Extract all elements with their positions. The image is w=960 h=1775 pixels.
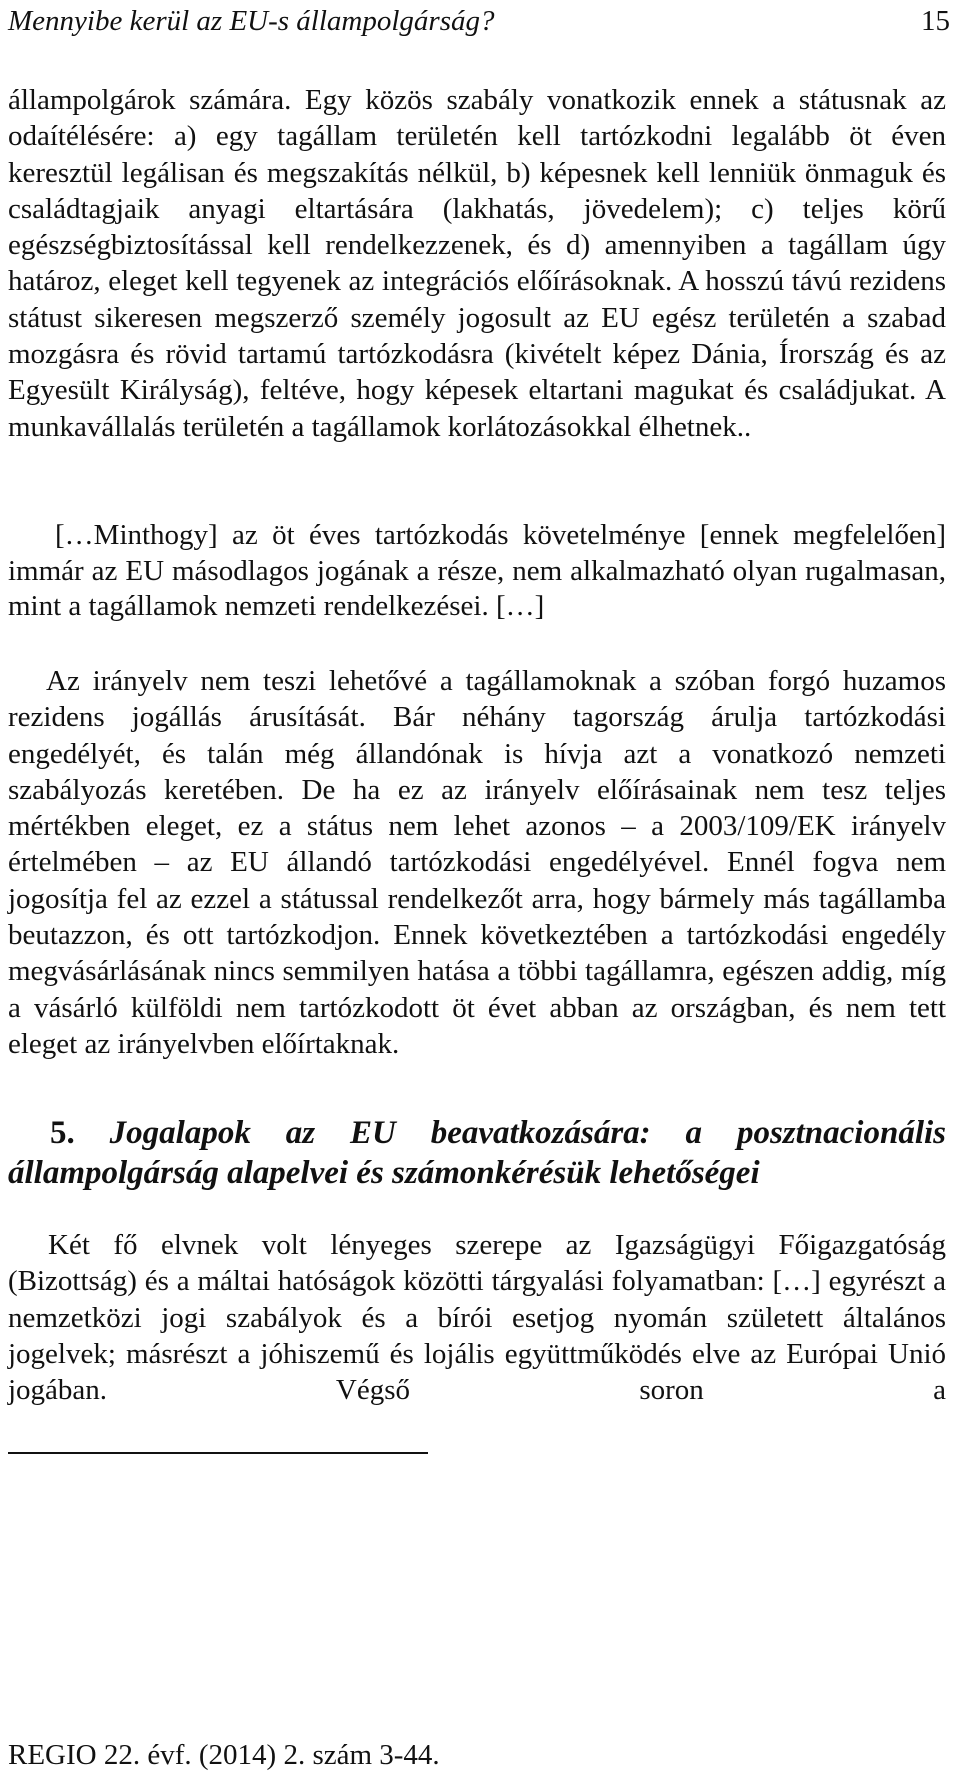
running-header-title: Mennyibe kerül az EU-s állampolgárság? — [8, 5, 495, 37]
section-number: 5. — [50, 1115, 75, 1151]
page-number: 15 — [921, 5, 950, 37]
paragraph-text: Az irányelv nem teszi lehetővé a tagállamoknak a szóban forgó huzamos rezidens jogállás árusítását. Bár néhány tagország árulja tartózkodási engedélyét, és talán még állandónak is hívja azt a vonatkozó nemzeti szabályozás keretében. De ha ez az irányelv előírásainak nem tesz teljes mértékben eleget, ez a státus nem lehet azonos – a 2003/109/EK irányelv értelmében – az EU állandó tartózkodási engedélyével. Ennél fogva nem jogosítja fel az ezzel a státussal rendelkezőt arra, hogy bármely más tagállamba beutazzon, és ott tartózkodjon. Ennek következtében a tartózkodási engedély megvásárlásának nincs semmilyen hatása a többi tagállamra, egészen addig, míg a vásárló külföldi nem tartózkodott öt évet abban az országban, és nem tett eleget az irányelvben előírtaknak. — [8, 665, 946, 1060]
body-paragraph-2 — [8, 663, 946, 1062]
body-paragraph-1 — [8, 82, 946, 445]
block-quote — [8, 518, 946, 625]
paragraph-text: állampolgárok számára. Egy közös szabály vonatkozik ennek a státusnak az odaítélésére: a) egy tagállam területén kell tartózkodni legalább öt éven keresztül legálisan és megszakítás nélkül, b) képesnek kell lenniük önmaguk és családtagjaik anyagi eltartására (lakhatás, jövedelem); c) teljes körű egészségbiztosítással kell rendelkezzenek, és d) amennyiben a tagállam úgy határoz, eleget kell tegyenek az integrációs előírásoknak. A hosszú távú rezidens státust sikeresen megszerző személy jogosult az EU egész területén a szabad mozgásra és rövid tartamú tartózkodásra (kivételt képez Dánia, Írország és az Egyesült Királyság), feltéve, hogy képesek eltartani magukat és családjukat. A munkavállalás területén a tagállamok korlátozásokkal élhetnek.. — [8, 84, 946, 443]
section-heading — [8, 1113, 946, 1193]
paragraph-text: Két fő elvnek volt lényeges szerepe az Igazságügyi Főigazgatóság (Bizottság) és a máltai hatóságok közötti tárgyalási folyamatban: […] egyrészt a nemzetközi jogi szabályok és a bírói esetjog nyomán született általános jogelvek; másrészt a jóhiszemű és lojális együttműködés elve az Európai Unió jogában. Végső soron a — [8, 1229, 946, 1407]
body-paragraph-3 — [8, 1227, 946, 1408]
footnote-divider — [8, 1452, 428, 1454]
quote-text: […Minthogy] az öt éves tartózkodás követelménye [ennek megfelelően] immár az EU másodlagos jogának a része, nem alkalmazható olyan rugalmasan, mint a tagállamok nemzeti rendelkezései. […] — [8, 519, 946, 623]
journal-footer: REGIO 22. évf. (2014) 2. szám 3-44. — [8, 1739, 440, 1771]
section-title-text: Jogalapok az EU beavatkozására: a posztnacionális állampolgárság alapelvei és számonkérésük lehetőségei — [8, 1115, 947, 1191]
running-header — [8, 0, 950, 42]
